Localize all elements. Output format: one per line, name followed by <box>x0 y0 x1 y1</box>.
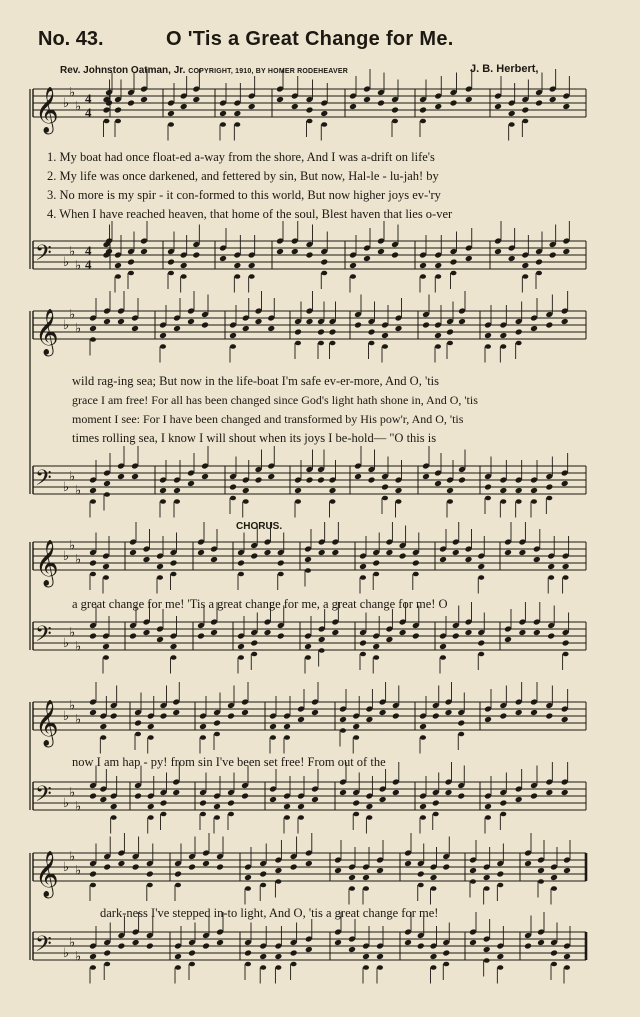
svg-text:♭: ♭ <box>63 480 70 495</box>
lyricist: Rev. Johnston Oatman, Jr. <box>60 65 186 76</box>
svg-text:𝄞: 𝄞 <box>35 540 59 586</box>
svg-text:♭: ♭ <box>63 860 70 875</box>
verse-4-line-1: 4. When I have reached heaven, that home of the soul, Blest haven that lies o-ver <box>47 207 453 221</box>
svg-text:♭: ♭ <box>69 469 76 485</box>
svg-text:♭: ♭ <box>75 712 82 728</box>
copyright-notice: COPYRIGHT, 1910, BY HOMER RODEHEAVER <box>188 68 348 75</box>
chorus-line-1: a great change for me! 'Tis a great change for me, a great change for me! O <box>72 597 448 611</box>
svg-text:𝄞: 𝄞 <box>35 309 59 355</box>
svg-text:♭: ♭ <box>69 625 76 641</box>
svg-text:𝄢: 𝄢 <box>35 932 52 962</box>
svg-text:♭: ♭ <box>75 799 82 815</box>
svg-text:♭: ♭ <box>69 849 76 865</box>
svg-text:4: 4 <box>85 105 92 120</box>
svg-text:♭: ♭ <box>63 318 70 333</box>
svg-text:♭: ♭ <box>75 639 82 655</box>
svg-text:♭: ♭ <box>69 935 76 951</box>
svg-text:♭: ♭ <box>63 946 70 961</box>
verse-1-line-2: wild rag-ing sea; But now in the life-boat I'm safe ev-er-more, And O, 'tis <box>72 374 440 388</box>
hymn-title: O 'Tis a Great Change for Me. <box>166 28 454 50</box>
svg-text:♭: ♭ <box>63 636 70 651</box>
svg-text:𝄞: 𝄞 <box>35 87 59 133</box>
svg-text:♭: ♭ <box>69 244 76 260</box>
svg-text:♭: ♭ <box>75 949 82 965</box>
svg-text:♭: ♭ <box>63 255 70 270</box>
svg-text:𝄞: 𝄞 <box>35 700 59 746</box>
svg-text:♭: ♭ <box>63 796 70 811</box>
svg-text:♭: ♭ <box>69 85 76 101</box>
chorus-line-2: now I am hap - py! from sin I've been set free! From out of the <box>72 755 386 769</box>
verse-1-line-1: 1. My boat had once float-ed a-way from the shore, And I was a-drift on life's <box>47 150 435 164</box>
svg-text:♭: ♭ <box>69 785 76 801</box>
svg-text:♭: ♭ <box>75 863 82 879</box>
hymn-number: No. 43. <box>38 28 104 50</box>
verse-3-line-1: 3. No more is my spir - it con-formed to this world, But now higher joys ev-'ry <box>47 188 441 202</box>
svg-text:4: 4 <box>85 91 92 106</box>
svg-text:𝄞: 𝄞 <box>35 851 59 897</box>
svg-text:♭: ♭ <box>63 709 70 724</box>
composer: J. B. Herbert, <box>470 63 539 75</box>
svg-text:𝄢: 𝄢 <box>35 466 52 496</box>
verse-3-line-2: moment I see: For I have been changed and transformed by His pow'r, And O, 'tis <box>72 412 464 426</box>
svg-text:♭: ♭ <box>75 258 82 274</box>
svg-text:𝄢: 𝄢 <box>35 241 52 271</box>
chorus-label: CHORUS. <box>236 521 283 532</box>
svg-text:𝄢: 𝄢 <box>35 622 52 652</box>
svg-text:♭: ♭ <box>69 307 76 323</box>
svg-text:♭: ♭ <box>75 552 82 568</box>
svg-text:♭: ♭ <box>69 538 76 554</box>
verse-4-line-2: times rolling sea, I know I will shout when its joys I be-hold— "O this is <box>72 431 437 445</box>
svg-text:♭: ♭ <box>69 698 76 714</box>
svg-text:𝄢: 𝄢 <box>35 782 52 812</box>
verse-2-line-2: grace I am free! For all has been changed since God's light hath shone in, And O, 'tis <box>72 393 478 407</box>
verse-2-line-1: 2. My life was once darkened, and fettered by sin, But now, Hal-le - lu-jah! by <box>47 169 439 183</box>
chorus-line-3: dark-ness I've stepped in-to light, And O, 'tis a great change for me! <box>100 906 439 920</box>
svg-text:♭: ♭ <box>75 99 82 115</box>
svg-text:♭: ♭ <box>63 549 70 564</box>
svg-text:♭: ♭ <box>75 321 82 337</box>
svg-text:4: 4 <box>85 257 92 272</box>
svg-text:♭: ♭ <box>75 483 82 499</box>
svg-text:4: 4 <box>85 243 92 258</box>
svg-text:♭: ♭ <box>63 96 70 111</box>
